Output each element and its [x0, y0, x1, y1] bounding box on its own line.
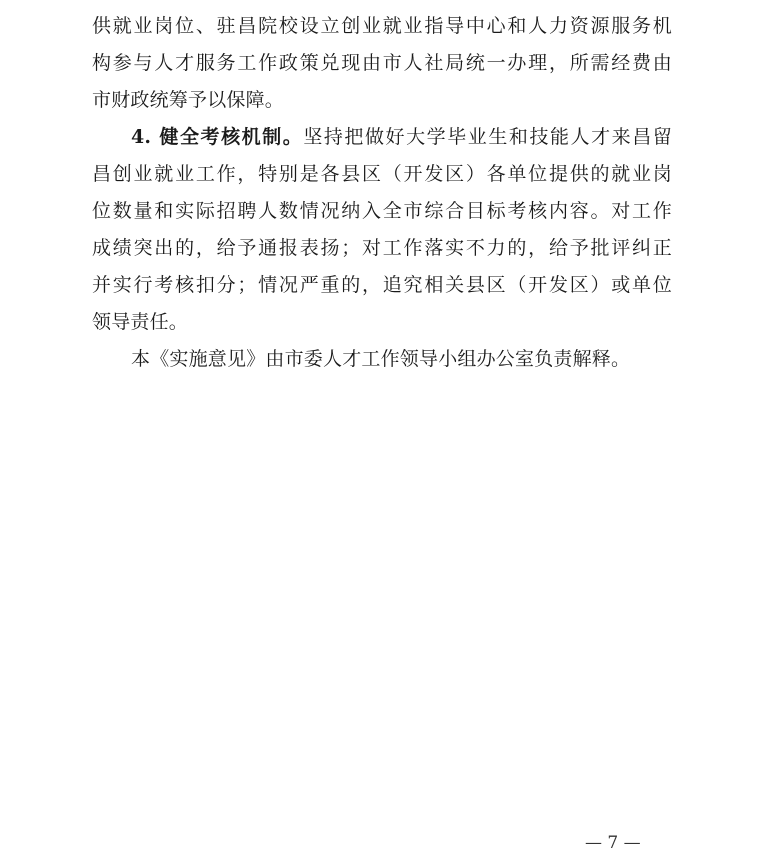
text-line: 昌创业就业工作，特别是各县区（开发区）各单位提供的就业岗	[92, 163, 672, 185]
text-line: 并实行考核扣分；情况严重的，追究相关县区（开发区）或单位	[92, 274, 672, 296]
text-line: 市财政统筹予以保障。	[92, 89, 285, 111]
page-number: — 7 —	[585, 833, 641, 853]
text-line: 领导责任。	[92, 311, 189, 333]
text-run: 坚持把做好大学毕业生和技能人才来昌留	[303, 126, 672, 148]
closing-paragraph: 本《实施意见》由市委人才工作领导小组办公室负责解释。	[131, 348, 631, 370]
text-line: 位数量和实际招聘人数情况纳入全市综合目标考核内容。对工作	[92, 200, 672, 222]
text-line: 构参与人才服务工作政策兑现由市人社局统一办理，所需经费由	[92, 52, 672, 74]
text-line: 供就业岗位、驻昌院校设立创业就业指导中心和人力资源服务机	[92, 15, 672, 37]
section-heading: 4. 健全考核机制。	[131, 126, 304, 148]
text-line: 成绩突出的，给予通报表扬；对工作落实不力的，给予批评纠正	[92, 237, 672, 259]
paragraph-first-line	[92, 119, 672, 156]
document-body	[92, 8, 672, 378]
